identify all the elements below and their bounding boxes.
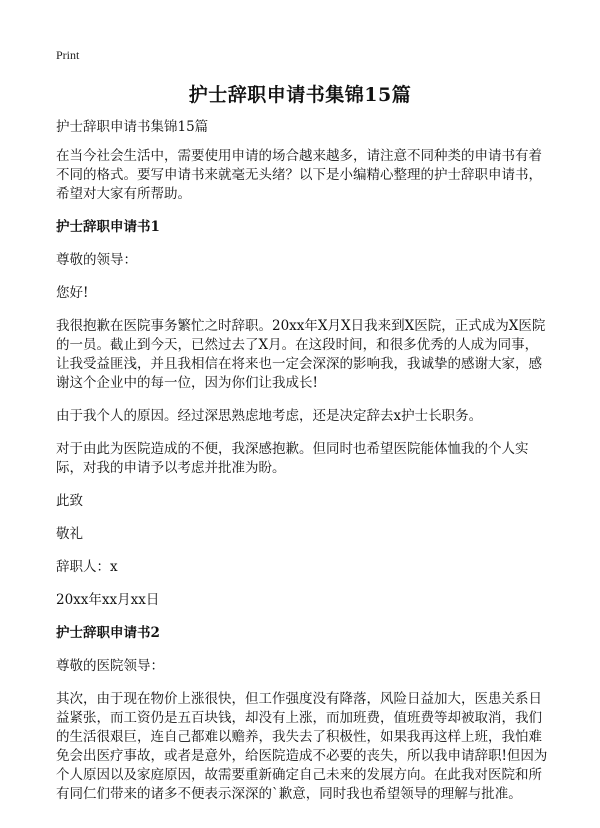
document-title: 护士辞职申请书集锦15篇 <box>188 84 412 106</box>
letter-2-salutation: 尊敬的医院领导： <box>56 658 164 674</box>
letter-1-paragraph: 对于由此为医院造成的不便，我深感抱歉。但同时也希望医院能体恤我的个人实际，对我的申请予以考虑并批准为盼。 <box>56 441 529 476</box>
letter-1-greeting: 您好! <box>56 285 89 301</box>
document-subtitle: 护士辞职申请书集锦15篇 <box>56 119 209 135</box>
letter-1-paragraph: 我很抱歉在医院事务繁忙之时辞职。20xx年X月X日我来到X医院，正式成为X医院的一员。截止到今天，已然过去了X月。在这段时间，和很多优秀的人成为同事，让我受益匪浅，并且我相信在将来也一定会深深的影响我，我诚挚的感谢大家，感谢这个企业中的每一位，因为你们让我成长! <box>56 318 546 391</box>
letter-1-salutation: 尊敬的领导： <box>56 252 137 268</box>
letter-2-paragraph: 其次，由于现在物价上涨很快，但工作强度没有降落，风险日益加大，医患关系日益紧张，而工资仍是五百块钱，却没有上涨，而加班费，值班费等却被取消，我们的生活很艰巨，连自己都难以赡养，我失去了积极性，如果我再这样上班，我怕难免会出医疗事故，或者是意外，给医院造成不必要的丧失，所以我申请辞职!但因为个人原因以及家庭原因，故需要重新确定自己未来的发展方向。在此我对医院和所有同仁们带来的诸多不便表示深深的`歉意，同时我也希望领导的理解与批准。 <box>56 691 548 802</box>
letter-1-regards: 敬礼 <box>56 526 83 542</box>
letter-1-signer: 辞职人：x <box>56 559 118 575</box>
intro-paragraph: 在当今社会生活中，需要使用申请的场合越来越多，请注意不同种类的申请书有着不同的格式。要写申请书来就毫无头绪？以下是小编精心整理的护士辞职申请书，希望对大家有所帮助。 <box>56 148 542 202</box>
print-link[interactable]: Print <box>56 48 80 62</box>
document-body <box>56 118 550 804</box>
letter-2-heading: 护士辞职申请书2 <box>56 625 160 641</box>
letter-1-date: 20xx年xx月xx日 <box>56 592 160 608</box>
letter-1-paragraph: 由于我个人的原因。经过深思熟虑地考虑，还是决定辞去x护士长职务。 <box>56 408 483 424</box>
letter-1-heading: 护士辞职申请书1 <box>56 219 160 235</box>
letter-1-closing: 此致 <box>56 493 83 509</box>
